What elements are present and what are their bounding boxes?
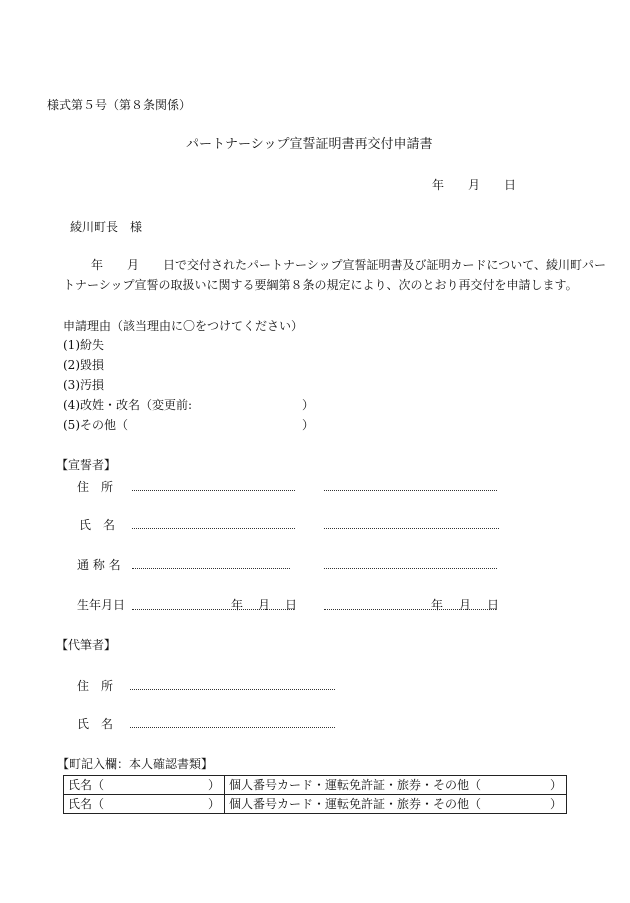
applicant-alias-field-1[interactable]	[132, 568, 290, 569]
applicant-alias-field-2[interactable]	[324, 568, 497, 569]
proxy-heading: 【代筆者】	[56, 638, 117, 652]
applicant-heading: 【宣誓者】	[56, 458, 117, 472]
applicant-name-field-2[interactable]	[324, 528, 499, 529]
body-line-1: 年 月 日で交付されたパートナーシップ宣誓証明書及び証明カードについて、綾川町パー	[91, 258, 607, 272]
applicant-name-label: 氏 名	[79, 518, 116, 532]
date-day-label: 日	[504, 178, 517, 192]
document-cell[interactable]	[225, 795, 567, 814]
reason-item-name-change-close: ）	[302, 398, 315, 412]
document-close: ）	[549, 778, 562, 792]
birth2-day: 日	[487, 598, 500, 612]
proxy-address-field[interactable]	[130, 689, 335, 690]
applicant-alias-label: 通 称 名	[77, 558, 121, 572]
table-row	[64, 795, 567, 814]
reason-item-lost[interactable]: (1)紛失	[63, 338, 104, 352]
birth1-year: 年	[231, 598, 244, 612]
form-number: 様式第５号（第８条関係）	[47, 98, 192, 112]
name-close: ）	[207, 797, 220, 811]
reason-item-damaged[interactable]: (2)毀損	[63, 358, 104, 372]
applicant-address-label: 住 所	[77, 480, 114, 494]
name-open: 氏名（	[68, 778, 105, 792]
birth1-month: 月	[258, 598, 271, 612]
id-document-table	[63, 775, 567, 814]
proxy-address-label: 住 所	[77, 679, 114, 693]
applicant-name-field-1[interactable]	[132, 528, 295, 529]
document-open: 個人番号カード・運転免許証・旅券・その他（	[229, 778, 482, 792]
name-close: ）	[207, 778, 220, 792]
birth2-month: 月	[459, 598, 472, 612]
reason-item-soiled[interactable]: (3)汚損	[63, 378, 104, 392]
proxy-name-field[interactable]	[130, 727, 335, 728]
body-line-2: トナーシップ宣誓の取扱いに関する要綱第８条の規定により、次のとおり再交付を申請します。	[63, 278, 578, 292]
applicant-birth-label: 生年月日	[77, 598, 126, 612]
name-open: 氏名（	[68, 797, 105, 811]
birth1-day: 日	[285, 598, 298, 612]
applicant-address-field-2[interactable]	[324, 490, 497, 491]
name-cell[interactable]	[64, 795, 225, 814]
addressee: 綾川町長 様	[70, 220, 143, 234]
proxy-name-label: 氏 名	[77, 717, 114, 731]
document-cell[interactable]	[225, 776, 567, 795]
table-row	[64, 776, 567, 795]
birth2-year: 年	[431, 598, 444, 612]
office-heading: 【町記入欄：本人確認書類】	[57, 757, 214, 771]
reason-item-name-change[interactable]: (4)改姓・改名（変更前:	[63, 398, 193, 412]
applicant-address-field-1[interactable]	[132, 490, 295, 491]
document-close: ）	[549, 797, 562, 811]
date-year-label: 年	[432, 178, 445, 192]
reason-item-other[interactable]: (5)その他（	[63, 418, 128, 432]
reason-heading: 申請理由（該当理由に〇をつけてください）	[63, 319, 304, 333]
document-open: 個人番号カード・運転免許証・旅券・その他（	[229, 797, 482, 811]
reason-item-other-close: ）	[302, 418, 315, 432]
date-month-label: 月	[468, 178, 481, 192]
page-title: パートナーシップ宣誓証明書再交付申請書	[186, 137, 433, 152]
name-cell[interactable]	[64, 776, 225, 795]
